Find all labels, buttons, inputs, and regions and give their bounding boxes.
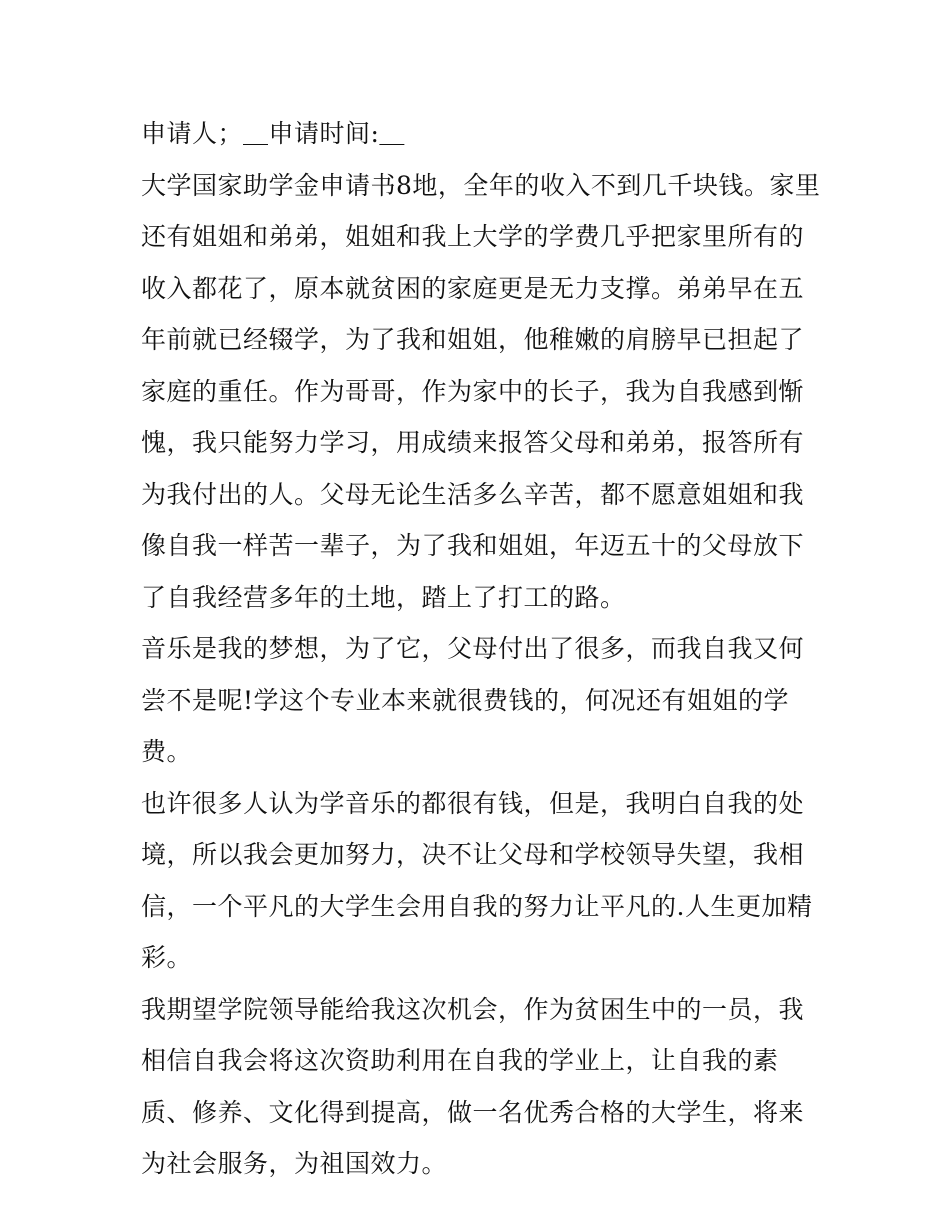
paragraph-request: 我期望学院领导能给我这次机会，作为贫困生中的一员，我相信自我会将这次资助利用在自我的学业上，让自我的素质、修养、文化得到提高，做一名优秀合格的大学生，将来为社会服务，为祖国效力。 (141, 994, 805, 1178)
paragraph-family-situation: 大学国家助学金申请书8地，全年的收入不到几千块钱。家里还有姐姐和弟弟，姐姐和我上大学的学费几乎把家里所有的收入都花了，原本就贫困的家庭更是无力支撑。弟弟早在五年前就已经辍学，为了我和姐姐，他稚嫩的肩膀早已担起了家庭的重任。作为哥哥，作为家中的长子，我为自我感到惭愧，我只能努力学习，用成绩来报答父母和弟弟，报答所有为我付出的人。父母无论生活多么辛苦，都不愿意姐姐和我像自我一样苦一辈子，为了我和姐姐，年迈五十的父母放下了自我经营多年的土地，踏上了打工的路。 (141, 170, 821, 612)
document-body (141, 108, 821, 1190)
paragraph-music-dream: 音乐是我的梦想，为了它，父母付出了很多，而我自我又何尝不是呢!学这个专业本来就很费钱的，何况还有姐姐的学费。 (141, 634, 805, 766)
paragraph-determination: 也许很多人认为学音乐的都很有钱，但是，我明白自我的处境，所以我会更加努力，决不让父母和学校领导失望，我相信，一个平凡的大学生会用自我的努力让平凡的.人生更加精彩。 (141, 788, 813, 972)
applicant-header-line: 申请人；＿申请时间:＿ (141, 119, 405, 148)
